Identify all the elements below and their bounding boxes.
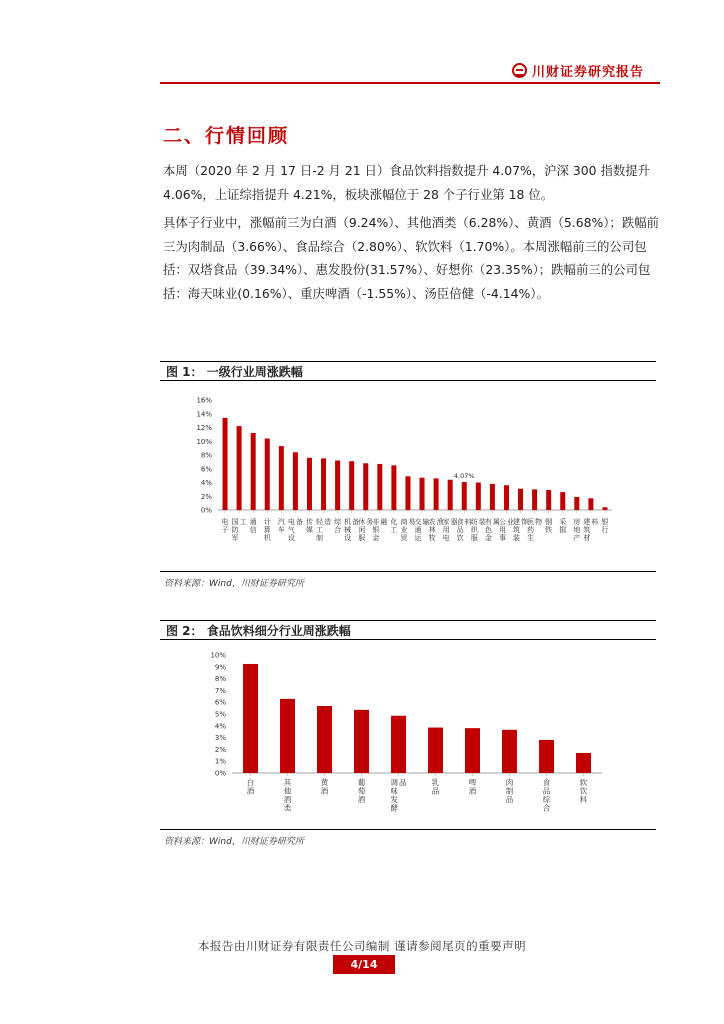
chart1-category-label: 机械设备 [344, 518, 360, 542]
chart2-bar [391, 716, 406, 773]
chart1-bar [321, 458, 326, 510]
figure-1-source: 资料来源：Wind，川财证券研究所 [164, 579, 304, 589]
chart2-ytick-label: 10% [210, 651, 226, 660]
chart1-ytick-label: 16% [196, 396, 212, 405]
chart1-category-label: 食品饮料 [456, 518, 472, 542]
chart1-ytick-label: 8% [200, 451, 212, 460]
chart2-category-label: 调味发酵品 [390, 778, 407, 813]
chart1-bar [349, 461, 354, 510]
chart1-ytick-label: 4% [200, 479, 212, 487]
chart2-bar [354, 710, 369, 773]
chart1-category-label: 医药生物 [527, 518, 543, 542]
brand-logo-icon [512, 63, 527, 78]
paragraph-subsector-detail: 具体子行业中，涨幅前三为白酒（9.24%）、其他酒类（6.28%）、黄酒（5.68%）；跌幅前三为肉制品（3.66%）、食品综合（2.80%）、软饮料（1.70%）。本周涨幅前三的公司包括：双塔食品（39.34%）、惠发股份(31.57%）、好想你（23.35%）；跌幅前三的公司包括：海天味业(0.16%）、重庆啤酒（-1.55%）、汤臣倍健（-4.14%）。 [163, 215, 659, 301]
chart1-bar [335, 461, 340, 511]
chart1-bar [265, 439, 270, 511]
chart1-category-label: 房地产 [573, 518, 581, 542]
chart1-bar [251, 433, 256, 510]
chart1-category-label: 电气设备 [287, 518, 303, 542]
chart1-bar [434, 478, 439, 510]
chart2-category-label: 肉制品 [505, 778, 514, 804]
chart1-ytick-label: 6% [200, 465, 212, 474]
header-brand-text: 川财证券研究报告 [532, 65, 645, 80]
chart1-category-label: 钢铁 [545, 518, 553, 534]
chart1-bar [560, 492, 565, 510]
chart2-ytick-label: 9% [214, 663, 226, 672]
chart1-category-label: 传媒 [305, 518, 313, 534]
chart1-bar [420, 478, 425, 510]
chart1-category-label: 电子 [221, 518, 229, 534]
chart1-category-label: 休闲服务 [358, 518, 374, 542]
chart1-category-label: 采掘 [559, 518, 567, 534]
chart1-bar [476, 483, 481, 511]
figure-1-title: 图 1： 一级行业周涨跌幅 [160, 361, 656, 381]
chart2-category-label: 葡萄酒 [357, 778, 366, 804]
chart1-category-label: 公用事业 [498, 518, 514, 542]
figure-2-source: 资料来源：Wind，川财证券研究所 [164, 837, 304, 847]
chart2-bar [280, 699, 295, 773]
chart2-bar [465, 728, 480, 773]
chart2-bar [539, 740, 554, 773]
header-brand [512, 61, 644, 80]
chart1-category-label: 化工 [390, 518, 398, 534]
chart1-category-label: 纺织服装 [470, 518, 486, 542]
paragraph-weekly-summary: 本周（2020 年 2 月 17 日-2 月 21 日）食品饮料指数提升 4.07%，沪深 300 指数提升 4.06%，上证综指提升 4.21%，板块涨幅位于 28 个子行业第 18 位。 [163, 163, 651, 202]
chart2-bar [243, 664, 258, 773]
figure-1-bottom-rule [160, 571, 656, 572]
chart1-category-label: 国防军工 [231, 518, 247, 542]
chart1-ytick-label: 0% [200, 506, 212, 515]
footer-disclaimer: 本报告由川财证券有限责任公司编制 谨请参阅尾页的重要声明 [197, 939, 527, 953]
chart1-bar [307, 458, 312, 510]
chart2-ytick-label: 7% [214, 686, 226, 695]
chart1-bar [462, 482, 467, 510]
chart1-data-label: 4.07% [453, 472, 475, 481]
chart1-category-label: 轻工制造 [316, 518, 332, 542]
chart1-category-label: 商业贸易 [400, 518, 416, 542]
chart1-ytick-label: 14% [196, 410, 212, 419]
chart1-category-label: 综合 [334, 518, 342, 534]
chart2-bar [502, 730, 517, 773]
chart1-category-label: 建筑装饰 [513, 518, 529, 542]
chart2-ytick-label: 6% [214, 698, 226, 707]
chart2-ytick-label: 0% [214, 769, 226, 778]
chart1-bar [363, 463, 368, 510]
chart2-ytick-label: 8% [214, 675, 226, 684]
chart1-bar [377, 464, 382, 510]
section-title: 二、行情回顾 [163, 125, 290, 147]
chart2-category-label: 白酒 [246, 778, 255, 796]
chart1-bar [223, 418, 228, 510]
chart2-bar [428, 728, 443, 773]
chart-industry-weekly-change [160, 384, 656, 570]
chart1-bar [237, 426, 242, 510]
chart1-ytick-label: 10% [196, 437, 212, 446]
chart1-category-label: 非银金融 [372, 518, 388, 542]
header-rule [160, 82, 660, 84]
chart1-bar [532, 489, 537, 510]
chart1-bar [279, 446, 284, 510]
chart2-category-label: 乳品 [431, 778, 440, 796]
page-number: 4/14 [333, 955, 395, 974]
chart1-bar [574, 497, 579, 510]
chart1-ytick-label: 12% [196, 424, 212, 432]
chart-food-beverage-subsector-change [160, 643, 656, 827]
chart1-bar [405, 476, 410, 510]
chart2-category-label: 啤酒 [468, 778, 477, 796]
chart2-ytick-label: 4% [214, 722, 226, 731]
chart1-ytick-label: 2% [200, 492, 212, 501]
chart1-bar [546, 490, 551, 510]
chart2-category-label: 软饮料 [579, 778, 588, 804]
chart1-category-label: 农林牧渔 [428, 518, 444, 542]
chart2-bar [576, 753, 591, 773]
chart1-bar [448, 480, 453, 510]
chart2-ytick-label: 3% [214, 734, 226, 743]
chart1-category-label: 银行 [601, 518, 609, 534]
chart2-ytick-label: 5% [214, 710, 226, 719]
chart1-bar [588, 498, 593, 510]
chart1-category-label: 有色金属 [484, 518, 500, 542]
chart1-bar [490, 484, 495, 510]
chart2-ytick-label: 2% [214, 745, 226, 754]
chart1-category-label: 汽车 [277, 518, 285, 534]
chart2-category-label: 黄酒 [320, 778, 329, 796]
chart2-ytick-label: 1% [214, 757, 226, 766]
chart1-category-label: 交通运输 [414, 518, 430, 542]
chart2-category-label: 食品综合 [542, 778, 551, 813]
chart1-category-label: 通信 [249, 518, 257, 534]
chart1-category-label: 家用电器 [442, 518, 458, 542]
chart1-category-label: 计算机 [263, 518, 271, 542]
figure-2-title: 图 2： 食品饮料细分行业周涨跌幅 [160, 620, 656, 640]
chart1-bar [518, 489, 523, 510]
chart1-category-label: 建筑材料 [583, 518, 599, 542]
chart2-category-label: 其他酒类 [283, 778, 292, 813]
chart1-bar [602, 507, 607, 510]
chart1-bar [391, 465, 396, 510]
figure-2-bottom-rule [160, 829, 656, 830]
chart1-bar [504, 485, 509, 510]
chart2-bar [317, 706, 332, 773]
chart1-bar [293, 452, 298, 510]
